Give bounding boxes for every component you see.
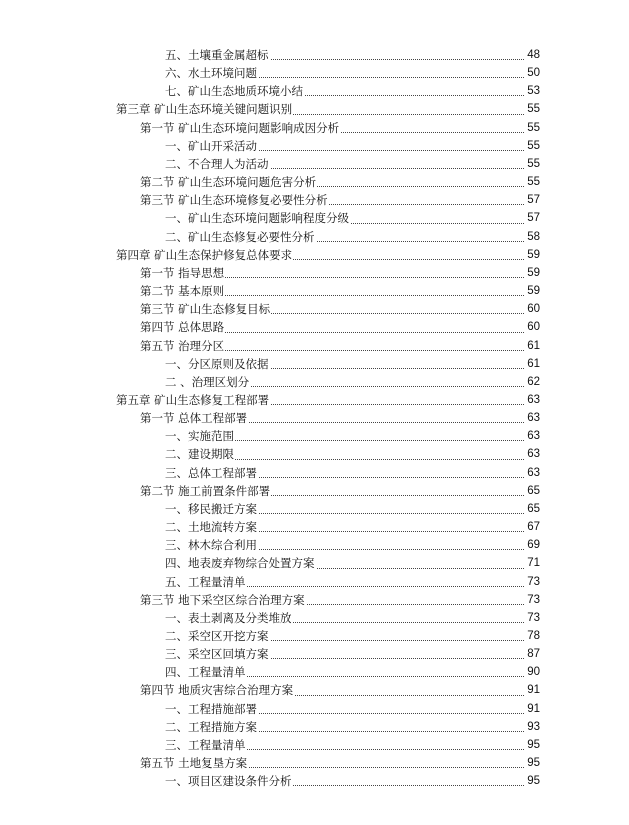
toc-entry[interactable] bbox=[0, 681, 629, 699]
toc-entry-title: 第四节 地质灾害综合治理方案 bbox=[140, 683, 294, 698]
toc-entry[interactable] bbox=[0, 772, 629, 790]
toc-entry[interactable] bbox=[0, 137, 629, 155]
toc-page-number: 65 bbox=[524, 500, 540, 518]
toc-entry-title: 第三节 地下采空区综合治理方案 bbox=[140, 592, 305, 607]
toc-entry[interactable] bbox=[0, 591, 629, 609]
toc-entry-title: 第一节 指导思想 bbox=[140, 265, 225, 280]
toc-entry-title: 第五节 治理分区 bbox=[140, 338, 225, 353]
toc-entry-title: 二、矿山生态修复必要性分析 bbox=[165, 229, 315, 244]
toc-entry-title: 二、建设期限 bbox=[165, 447, 234, 462]
toc-page-number: 63 bbox=[524, 464, 540, 482]
toc-entry[interactable] bbox=[0, 373, 629, 391]
toc-entry[interactable] bbox=[0, 100, 629, 118]
toc-entry-title: 第一节 矿山生态环境问题影响成因分析 bbox=[140, 120, 340, 135]
toc-page-number: 59 bbox=[524, 246, 540, 264]
toc-entry-title: 二、采空区开挖方案 bbox=[165, 629, 269, 643]
toc-entry[interactable] bbox=[0, 246, 629, 264]
toc-entry-title: 四、工程量清单 bbox=[165, 665, 246, 680]
toc-entry-title: 五、土壤重金属超标 bbox=[165, 48, 269, 62]
toc-entry[interactable] bbox=[0, 536, 629, 554]
toc-entry-title: 七、矿山生态地质环境小结 bbox=[165, 84, 303, 99]
toc-page-number: 78 bbox=[524, 627, 540, 645]
toc-page-number: 48 bbox=[524, 46, 540, 64]
toc-entry-title: 一、分区原则及依据 bbox=[165, 356, 269, 371]
toc-entry[interactable] bbox=[0, 573, 629, 591]
toc-page-number: 55 bbox=[524, 137, 540, 155]
toc-entry[interactable] bbox=[0, 300, 629, 318]
toc-page-number: 53 bbox=[524, 82, 540, 100]
table-of-contents bbox=[0, 46, 629, 790]
toc-page-number: 60 bbox=[524, 318, 540, 336]
toc-entry-title: 一、项目区建设条件分析 bbox=[165, 774, 292, 789]
toc-entry[interactable] bbox=[0, 663, 629, 681]
toc-entry-title: 第三节 矿山生态修复目标 bbox=[140, 302, 271, 317]
toc-entry-title: 一、表土剥离及分类堆放 bbox=[165, 610, 292, 625]
toc-page-number: 60 bbox=[524, 300, 540, 318]
toc-entry-title: 二、工程措施方案 bbox=[165, 719, 257, 734]
toc-page-number: 61 bbox=[524, 337, 540, 355]
toc-entry[interactable] bbox=[0, 518, 629, 536]
toc-entry-title: 第五节 土地复垦方案 bbox=[140, 756, 248, 771]
toc-page-number: 59 bbox=[524, 282, 540, 300]
toc-entry[interactable] bbox=[0, 209, 629, 227]
toc-page-number: 62 bbox=[524, 373, 540, 391]
toc-entry-title: 第四节 总体思路 bbox=[140, 320, 225, 335]
toc-entry[interactable] bbox=[0, 554, 629, 572]
toc-entry[interactable] bbox=[0, 318, 629, 336]
toc-page-number: 50 bbox=[524, 64, 540, 82]
toc-entry-title: 一、实施范围 bbox=[165, 429, 234, 444]
toc-page-number: 63 bbox=[524, 445, 540, 463]
toc-entry[interactable] bbox=[0, 700, 629, 718]
toc-entry-title: 三、总体工程部署 bbox=[165, 465, 257, 480]
toc-entry-title: 二、不合理人为活动 bbox=[165, 156, 269, 171]
toc-entry-title: 五、工程量清单 bbox=[165, 574, 246, 589]
toc-page-number: 55 bbox=[524, 100, 540, 118]
toc-page-number: 95 bbox=[524, 772, 540, 790]
toc-entry[interactable] bbox=[0, 82, 629, 100]
toc-entry[interactable] bbox=[0, 46, 629, 64]
toc-entry[interactable] bbox=[0, 736, 629, 754]
toc-page-number: 73 bbox=[524, 591, 540, 609]
toc-entry-title: 一、矿山开采活动 bbox=[165, 138, 257, 153]
toc-page-number: 57 bbox=[524, 191, 540, 209]
toc-entry[interactable] bbox=[0, 754, 629, 772]
toc-entry[interactable] bbox=[0, 464, 629, 482]
toc-page-number: 63 bbox=[524, 409, 540, 427]
toc-page-number: 95 bbox=[524, 736, 540, 754]
toc-entry[interactable] bbox=[0, 191, 629, 209]
toc-entry-title: 第三节 矿山生态环境修复必要性分析 bbox=[140, 193, 328, 208]
toc-entry-title: 第三章 矿山生态环境关键问题识别 bbox=[116, 102, 293, 117]
toc-entry[interactable] bbox=[0, 228, 629, 246]
toc-entry-title: 第二节 矿山生态环境问题危害分析 bbox=[140, 175, 317, 190]
toc-entry-title: 三、林木综合利用 bbox=[165, 538, 257, 553]
toc-entry-title: 一、矿山生态环境问题影响程度分级 bbox=[165, 211, 349, 226]
toc-page-number: 90 bbox=[524, 663, 540, 681]
toc-page-number: 55 bbox=[524, 173, 540, 191]
toc-entry-title: 二、土地流转方案 bbox=[165, 520, 257, 535]
toc-page-number: 91 bbox=[524, 681, 540, 699]
toc-entry[interactable] bbox=[0, 119, 629, 137]
toc-page-number: 58 bbox=[524, 228, 540, 246]
toc-entry[interactable] bbox=[0, 282, 629, 300]
toc-page-number: 71 bbox=[524, 554, 540, 572]
toc-entry[interactable] bbox=[0, 173, 629, 191]
toc-page-number: 69 bbox=[524, 536, 540, 554]
toc-entry[interactable] bbox=[0, 264, 629, 282]
toc-page-number: 65 bbox=[524, 482, 540, 500]
toc-entry-title: 一、移民搬迁方案 bbox=[165, 501, 257, 516]
toc-entry-title: 三、工程量清单 bbox=[165, 737, 246, 752]
toc-entry-title: 一、工程措施部署 bbox=[165, 701, 257, 716]
toc-entry-title: 第二节 施工前置条件部署 bbox=[140, 483, 271, 498]
toc-entry-title: 六、水土环境问题 bbox=[165, 66, 257, 81]
toc-entry[interactable] bbox=[0, 500, 629, 518]
toc-entry[interactable] bbox=[0, 64, 629, 82]
toc-entry[interactable] bbox=[0, 427, 629, 445]
toc-page-number: 73 bbox=[524, 573, 540, 591]
toc-entry[interactable] bbox=[0, 409, 629, 427]
toc-entry-title: 第五章 矿山生态修复工程部署 bbox=[116, 392, 270, 407]
toc-page-number: 73 bbox=[524, 609, 540, 627]
toc-entry-title: 四、地表废弃物综合处置方案 bbox=[165, 556, 315, 571]
toc-entry-title: 第一节 总体工程部署 bbox=[140, 411, 248, 426]
toc-entry[interactable] bbox=[0, 445, 629, 463]
toc-entry[interactable] bbox=[0, 609, 629, 627]
toc-entry-title: 二 、治理区划分 bbox=[165, 374, 250, 389]
toc-page-number: 55 bbox=[524, 119, 540, 137]
toc-entry[interactable] bbox=[0, 627, 629, 645]
toc-entry[interactable] bbox=[0, 337, 629, 355]
toc-entry[interactable] bbox=[0, 482, 629, 500]
toc-entry[interactable] bbox=[0, 718, 629, 736]
toc-page-number: 61 bbox=[524, 355, 540, 373]
toc-page-number: 91 bbox=[524, 700, 540, 718]
toc-page-number: 87 bbox=[524, 645, 540, 663]
toc-page-number: 93 bbox=[524, 718, 540, 736]
toc-entry-title: 第二节 基本原则 bbox=[140, 284, 225, 299]
toc-page-number: 57 bbox=[524, 209, 540, 227]
toc-page-number: 63 bbox=[524, 427, 540, 445]
toc-page-number: 59 bbox=[524, 264, 540, 282]
toc-page-number: 67 bbox=[524, 518, 540, 536]
toc-entry[interactable] bbox=[0, 391, 629, 409]
toc-entry[interactable] bbox=[0, 645, 629, 663]
toc-entry[interactable] bbox=[0, 155, 629, 173]
toc-entry[interactable] bbox=[0, 355, 629, 373]
toc-entry-title: 第四章 矿山生态保护修复总体要求 bbox=[116, 247, 293, 262]
toc-entry-title: 三、采空区回填方案 bbox=[165, 647, 269, 662]
toc-page-number: 63 bbox=[524, 391, 540, 409]
toc-page-number: 55 bbox=[524, 155, 540, 173]
toc-page-number: 95 bbox=[524, 754, 540, 772]
